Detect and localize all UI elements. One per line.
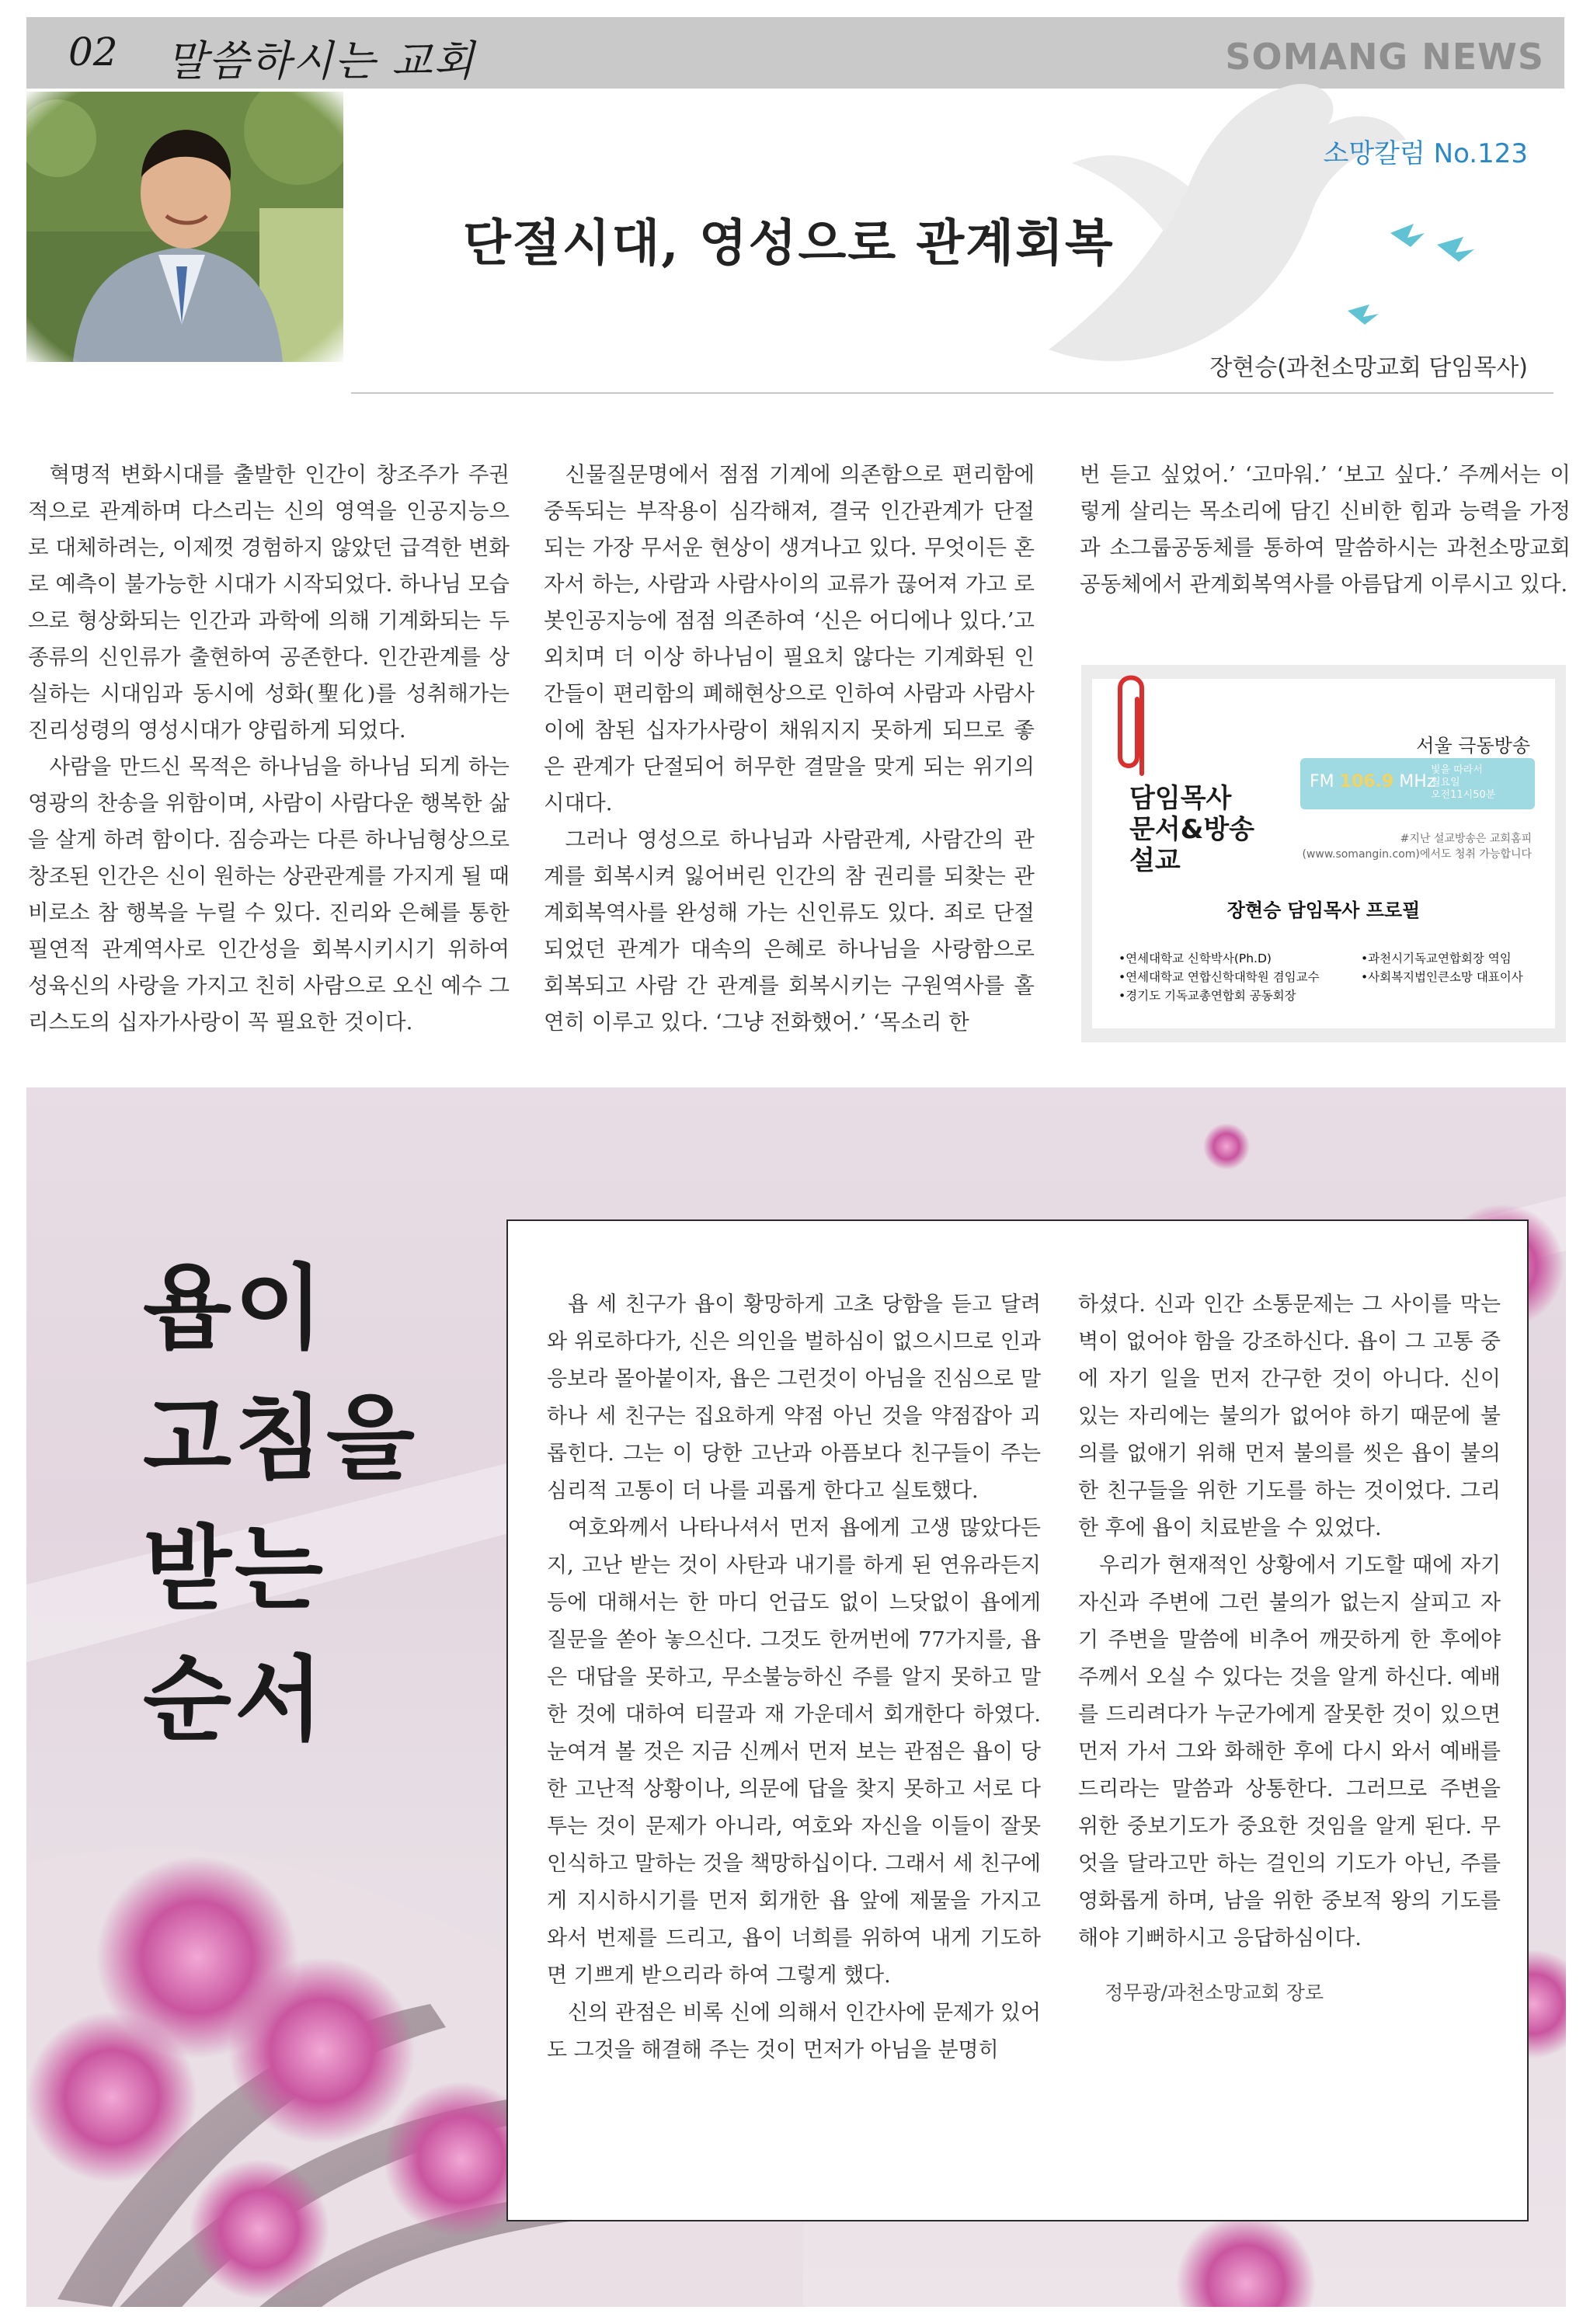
- paragraph: 우리가 현재적인 상황에서 기도할 때에 자기 자신과 주변에 그런 불의가 없는지 살피고 자기 주변을 말씀에 비추어 깨끗하게 한 후에야 주께서 오실 수 있다는 것을 알게 하신다. 예배를 드리려다가 누군가에게 잘못한 것이 있으면 먼저 가서 그와 화해한 후에 다시 와서 예배를 드리라는 말씀과 상통한다. 그러므로 주변을 위한 중보기도가 중요한 것임을 알게 된다. 무엇을 달라고만 하는 걸인의 기도가 아닌, 주를 영화롭게 하며, 남을 위한 중보적 왕의 기도를 해야 기뻐하시고 응답하심이다.: [1078, 1553, 1501, 1950]
- column-text-col-1: [28, 457, 510, 1041]
- article-text-col-1: [547, 1286, 1041, 2069]
- feature-title: 욥이 고침을 받는 순서: [143, 1254, 418, 1753]
- article-byline: 정무광/과천소망교회 장로: [1105, 1981, 1324, 2004]
- column-text-col-3: [1080, 457, 1571, 603]
- paragraph: 여호와께서 나타나셔서 먼저 욥에게 고생 많았다든지, 고난 받는 것이 사탄과 내기를 하게 된 연유라든지 등에 대해서는 한 마디 언급도 없이 느닷없이 욥에게 질문을 쏟아 놓으신다. 그것도 한꺼번에 77가지를, 욥은 대답을 못하고, 무소불능하신 주를 알지 못하고 말한 것에 대하여 티끌과 재 가운데서 회개한다 하였다. 눈여겨 볼 것은 지금 신께서 먼저 보는 관점은 욥이 당한 고난적 상황이나, 의문에 답을 찾지 못하고 서로 다투는 것이 문제가 아니라, 여호와 자신을 이들이 잘못 인식하고 말하는 것을 책망하십이다. 그래서 세 친구에게 지시하시기를 먼저 회개한 욥 앞에 제물을 가지고 와서 번제를 드리고, 욥이 너희를 위하여 내게 기도하면 기쁘게 받으리라 하여 그렇게 했다.: [547, 1516, 1041, 1988]
- paperclip-icon: [1111, 665, 1160, 781]
- paragraph: 번 듣고 싶었어.’ ‘고마워.’ ‘보고 싶다.’ 주께서는 이렇게 살리는 목소리에 담긴 신비한 힘과 능력을 가정과 소그룹공동체를 통하여 말씀하시는 과천소망교회공동체에서 관계회복역사를 아름답게 이루시고 있다.: [1080, 462, 1571, 597]
- ad-title: 담임목사 문서&방송 설교: [1129, 783, 1255, 876]
- paragraph: 사람을 만드신 목적은 하나님을 하나님 되게 하는 영광의 찬송을 위함이며, 사람이 사람다운 행복한 삶을 살게 하려 함이다. 짐승과는 다른 하나님형상으로 창조된 인간은 신이 원하는 상관관계를 가지게 될 때 비로소 참 행복을 누릴 수 있다. 진리와 은혜를 통한 필연적 관계역사로 인간성을 회복시키시기 위하여 성육신의 사랑을 가지고 친히 사람으로 오신 예수 그리스도의 십자가사랑이 꼭 필요한 것이다.: [28, 754, 510, 1035]
- divider: [351, 392, 1553, 394]
- column-text-col-2: [544, 457, 1035, 1041]
- credentials-left: •연세대학교 신학박사(Ph.D) •연세대학교 연합신학대학원 겸임교수 •경기도 기독교총연합회 공동회장: [1119, 952, 1320, 1003]
- paragraph: 하셨다. 신과 인간 소통문제는 그 사이를 막는 벽이 없어야 함을 강조하신다. 욥이 그 고통 중에 자기 일을 먼저 간구한 것이 아니다. 신이 있는 자리에는 불의가 없어야 하기 때문에 불의를 없애기 위해 먼저 불의를 씻은 욥이 불의한 친구들을 위한 기도를 하는 것이었다. 그리한 후에 욥이 치료받을 수 있었다.: [1078, 1292, 1501, 1540]
- frequency-value: 106.9: [1339, 772, 1394, 791]
- credentials-right: •과천시기독교연합회장 역임 •사회복지법인큰소망 대표이사: [1361, 952, 1523, 984]
- frequency-badge: FM 106.9 MHz 빛을 따라서 월요일 오전11시50분: [1300, 758, 1535, 809]
- paragraph: 욥 세 친구가 욥이 황망하게 고초 당함을 듣고 달려와 위로하다가, 신은 의인을 벌하심이 없으시므로 인과응보라 몰아붙이자, 욥은 그런것이 아님을 진심으로 말하나 세 친구는 집요하게 약점 아닌 것을 약점잡아 괴롭힌다. 그는 이 당한 고난과 아픔보다 친구들이 주는 심리적 고통이 더 나를 괴롭게 한다고 실토했다.: [547, 1292, 1041, 1503]
- archive-note: #지난 설교방송은 교회홈피 (www.somangin.com)에서도 청취 가능합니다: [1302, 833, 1532, 861]
- profile-title: 장현승 담임목사 프로필: [1226, 899, 1421, 921]
- article-text-col-2: [1078, 1286, 1501, 2012]
- paragraph: 신물질문명에서 점점 기계에 의존함으로 편리함에 중독되는 부작용이 심각해져, 결국 인간관계가 단절되는 가장 무서운 현상이 생겨나고 있다. 무엇이든 혼자서 하는, 사람과 사람사이의 교류가 끊어져 가고 로봇인공지능에 점점 의존하여 ‘신은 어디에나 있다.’고 외치며 더 이상 하나님이 필요치 않다는 기계화된 인간들이 편리함의 폐해현상으로 인하여 사람과 사람사이에 참된 십자가사랑이 채워지지 못하게 되므로 좋은 관계가 단절되어 허무한 결말을 맞게 되는 위기의 시대다.: [544, 462, 1035, 816]
- paragraph: 그러나 영성으로 하나님과 사람관계, 사람간의 관계를 회복시켜 잃어버린 인간의 참 권리를 되찾는 관계회복역사를 완성해 가는 신인류도 있다. 죄로 단절되었던 관계가 대속의 은혜로 하나님을 사랑함으로 회복되고 사람 간 관계를 회복시키는 구원역사를 홀연히 이루고 있다. ‘그냥 전화했어.’ ‘목소리 한: [544, 827, 1035, 1035]
- paragraph: 혁명적 변화시대를 출발한 인간이 창조주가 주권적으로 관계하며 다스리는 신의 영역을 인공지능으로 대체하려는, 이제껏 경험하지 않았던 급격한 변화로 예측이 불가능한 시대가 시작되었다. 하나님 모습으로 형상화되는 인간과 과학에 의해 기계화되는 두 종류의 신인류가 출현하여 공존한다. 인간관계를 상실하는 시대임과 동시에 성화(聖化)를 성취해가는 진리성령의 영성시대가 양립하게 되었다.: [28, 462, 510, 743]
- column-author: 장현승(과천소망교회 담임목사): [1209, 354, 1528, 381]
- column-number: 소망칼럼 No.123: [1323, 138, 1528, 169]
- radio-station: 서울 극동방송: [1416, 735, 1530, 757]
- section-title: 말씀하시는 교회: [166, 37, 476, 85]
- broadcast-schedule: 빛을 따라서 월요일 오전11시50분: [1431, 764, 1496, 801]
- sermon-broadcast-card: [1092, 679, 1555, 1028]
- brand-logo: SOMANG NEWS: [1225, 36, 1544, 78]
- paragraph: 신의 관점은 비록 신에 의해서 인간사에 문제가 있어도 그것을 해결해 주는 것이 먼저가 아님을 분명히: [547, 2001, 1041, 2062]
- column-headline: 단절시대, 영성으로 관계회복: [463, 214, 1115, 273]
- author-photo: [26, 92, 343, 362]
- bird-icon: [1348, 224, 1474, 325]
- page-number: 02: [68, 30, 118, 75]
